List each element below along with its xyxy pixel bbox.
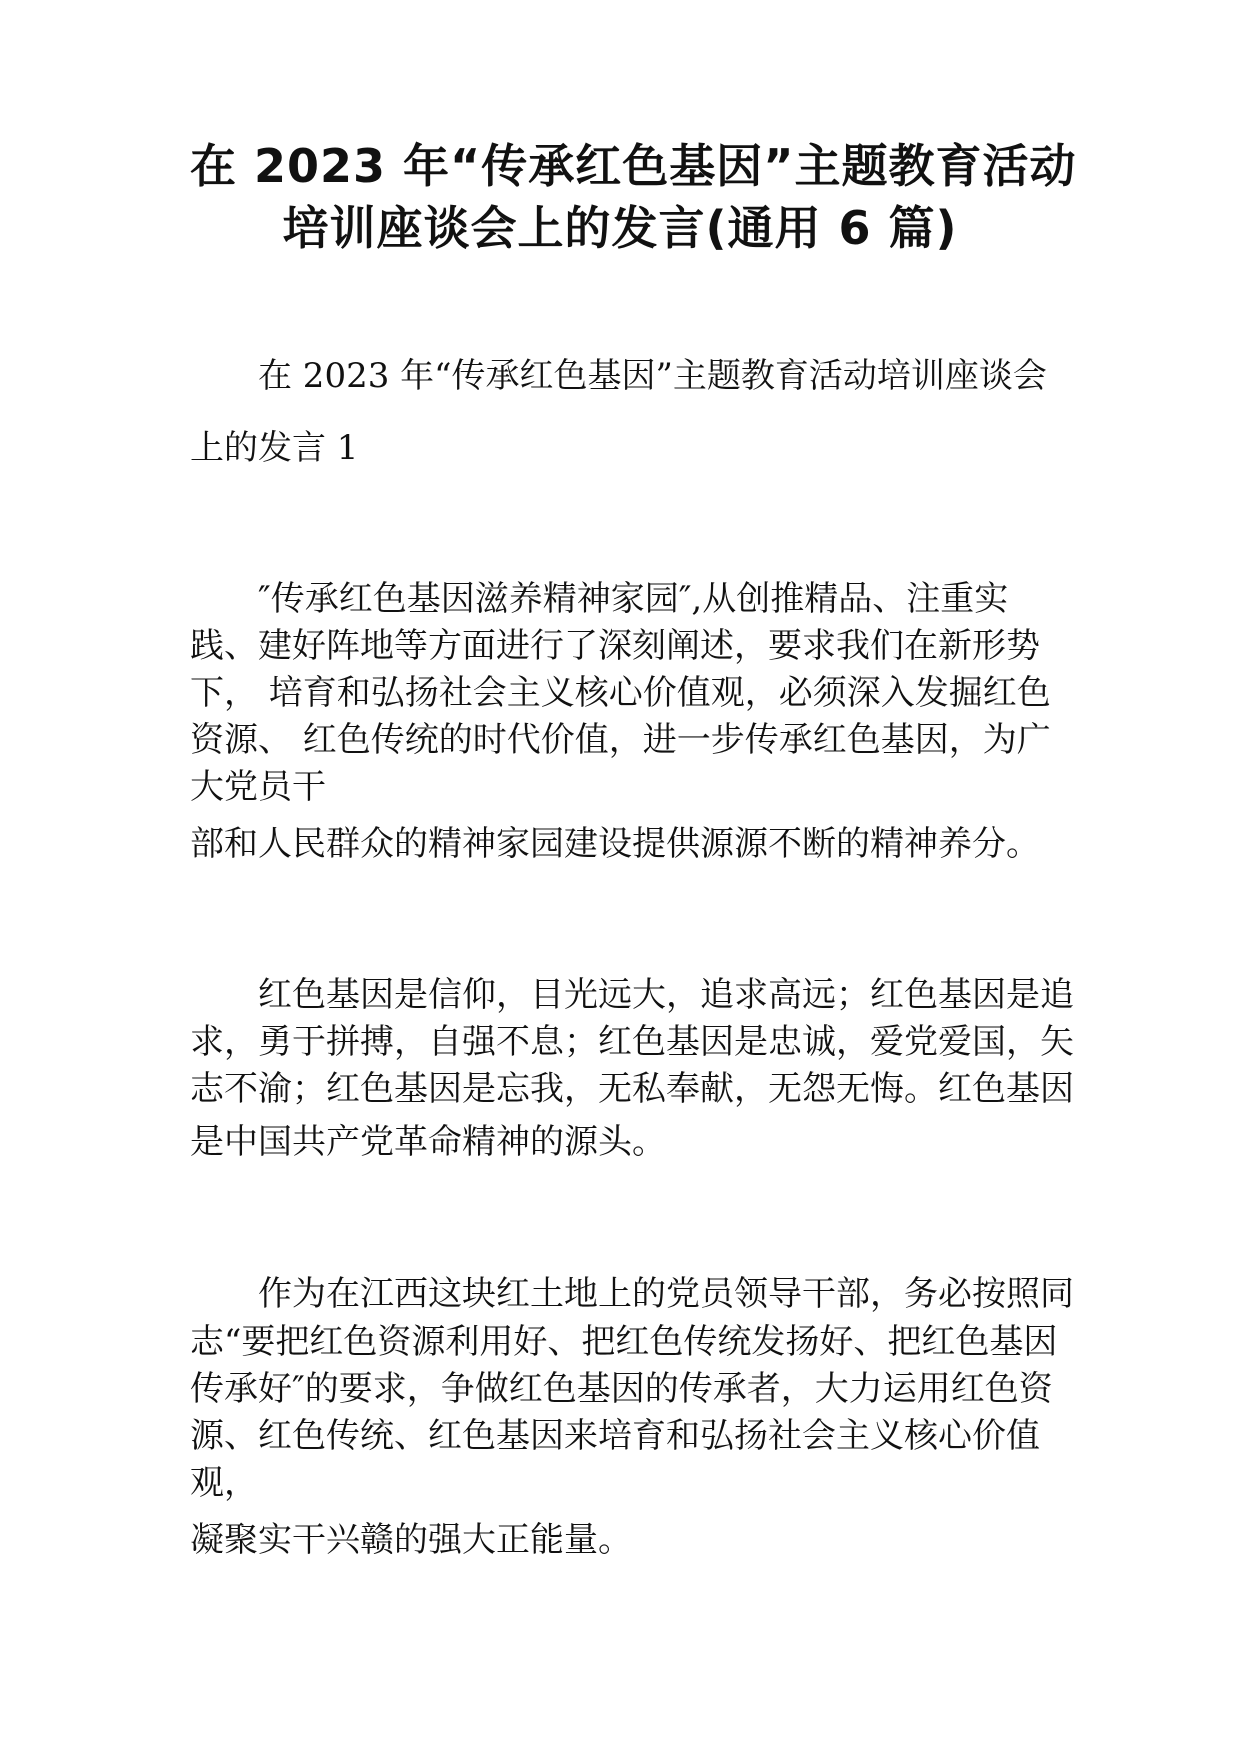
section-3-line-3: 志不渝；红色基因是忘我，无私奉献，无怨无悔。红色基因	[190, 1069, 1074, 1109]
section-4-line-2: 志“要把红色资源利用好、把红色传统发扬好、把红色基因	[190, 1322, 1058, 1362]
section-2-line-5: 大党员干	[190, 767, 326, 807]
section-3-line-2: 求，勇于拼搏，自强不息；红色基因是忠诚，爱党爱国，矢	[190, 1022, 1074, 1062]
section-4-line-6: 凝聚实干兴赣的强大正能量。	[190, 1520, 632, 1560]
section-1-line-1: 在 2023 年“传承红色基因”主题教育活动培训座谈会	[258, 356, 1047, 396]
section-3-line-4: 是中国共产党革命精神的源头。	[190, 1122, 666, 1162]
section-4-line-3: 传承好″的要求，争做红色基因的传承者，大力运用红色资	[190, 1369, 1053, 1409]
document-title-line-2: 培训座谈会上的发言(通用 6 篇)	[282, 201, 958, 255]
document-title-line-1: 在 2023 年“传承红色基因”主题教育活动	[190, 139, 1077, 193]
section-4-line-5: 观，	[190, 1463, 258, 1503]
section-2-line-2: 践、建好阵地等方面进行了深刻阐述，要求我们在新形势	[190, 626, 1040, 666]
section-2-line-6: 部和人民群众的精神家园建设提供源源不断的精神养分。	[190, 824, 1040, 864]
section-2-line-4: 资源、 红色传统的时代价值，进一步传承红色基因，为广	[190, 720, 1051, 760]
section-4-line-4: 源、红色传统、红色基因来培育和弘扬社会主义核心价值	[190, 1416, 1040, 1456]
section-1-line-2: 上的发言 1	[190, 428, 359, 468]
section-2-line-3: 下， 培育和弘扬社会主义核心价值观，必须深入发掘红色	[190, 673, 1051, 713]
section-3-line-1: 红色基因是信仰，目光远大，追求高远；红色基因是追	[258, 975, 1074, 1015]
section-4-line-1: 作为在江西这块红土地上的党员领导干部，务必按照同	[258, 1274, 1074, 1314]
section-2-line-1: ″传承红色基因滋养精神家园″,从创推精品、注重实	[258, 579, 1009, 619]
